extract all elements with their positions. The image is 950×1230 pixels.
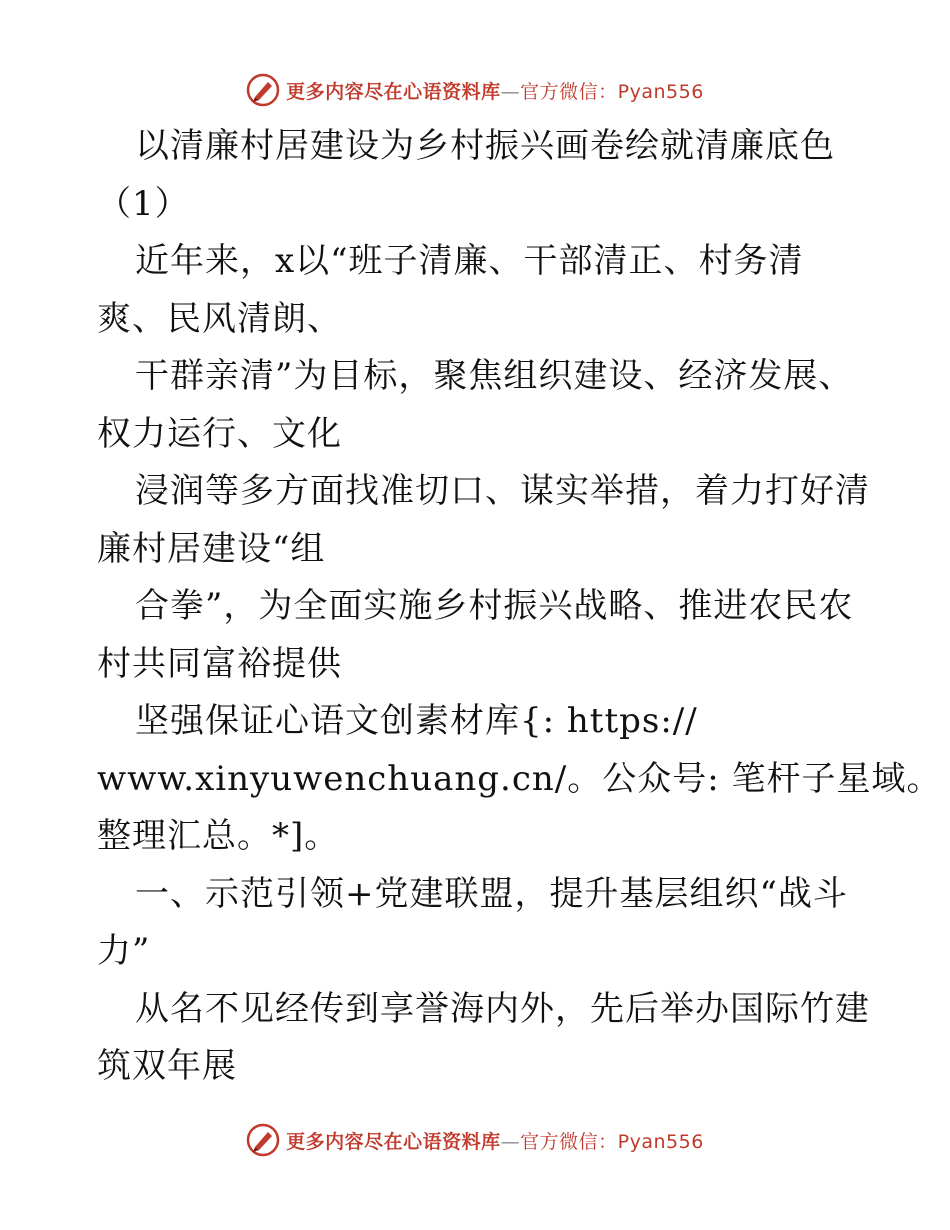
banner-text: [286, 1127, 704, 1154]
body-line-url: www.xinyuwenchuang.cn/。公众号: 笔杆子星域。: [97, 758, 942, 799]
body-line: 干群亲清”为目标，聚焦组织建设、经济发展、: [135, 356, 854, 396]
footer-watermark-banner: [0, 1120, 950, 1160]
banner-text: [286, 77, 704, 104]
banner-separator: —: [500, 80, 521, 103]
body-line: 从名不见经传到享誉海内外，先后举办国际竹建: [135, 988, 870, 1029]
title-line-1: 以清廉村居建设为乡村振兴画卷绘就清廉底色: [135, 126, 835, 166]
body-line: 近年来，x以“班子清廉、干部清正、村务清: [135, 241, 804, 281]
body-line: 合拳”，为全面实施乡村振兴战略、推进农民农: [135, 586, 854, 626]
body-line: 整理汇总。*]。: [97, 816, 340, 856]
banner-wechat-text: 官方微信：Pyan556: [520, 80, 704, 103]
banner-separator: —: [500, 1130, 521, 1153]
section-heading-line: 一、示范引领+党建联盟，提升基层组织“战斗: [135, 873, 848, 914]
body-line: 廉村居建设“组: [97, 528, 326, 569]
body-line: 浸润等多方面找准切口、谋实举措，着力打好清: [135, 471, 870, 511]
title-line-2: （1）: [97, 183, 190, 224]
banner-main-text: 更多内容尽在心语资料库: [286, 1130, 501, 1153]
body-line: 权力运行、文化: [97, 413, 342, 454]
pen-logo-icon: [246, 73, 280, 107]
section-heading-line: 力”: [97, 931, 151, 971]
body-line: 坚强保证心语文创素材库{: https://: [135, 701, 698, 741]
body-line: 爽、民风清朗、: [97, 298, 342, 339]
banner-wechat-text: 官方微信：Pyan556: [520, 1130, 704, 1153]
document-body: [97, 118, 942, 1096]
header-watermark-banner: [0, 70, 950, 110]
body-line: 筑双年展: [97, 1046, 237, 1086]
body-line: 村共同富裕提供: [97, 643, 342, 684]
pen-logo-icon: [246, 1123, 280, 1157]
banner-main-text: 更多内容尽在心语资料库: [286, 80, 501, 103]
